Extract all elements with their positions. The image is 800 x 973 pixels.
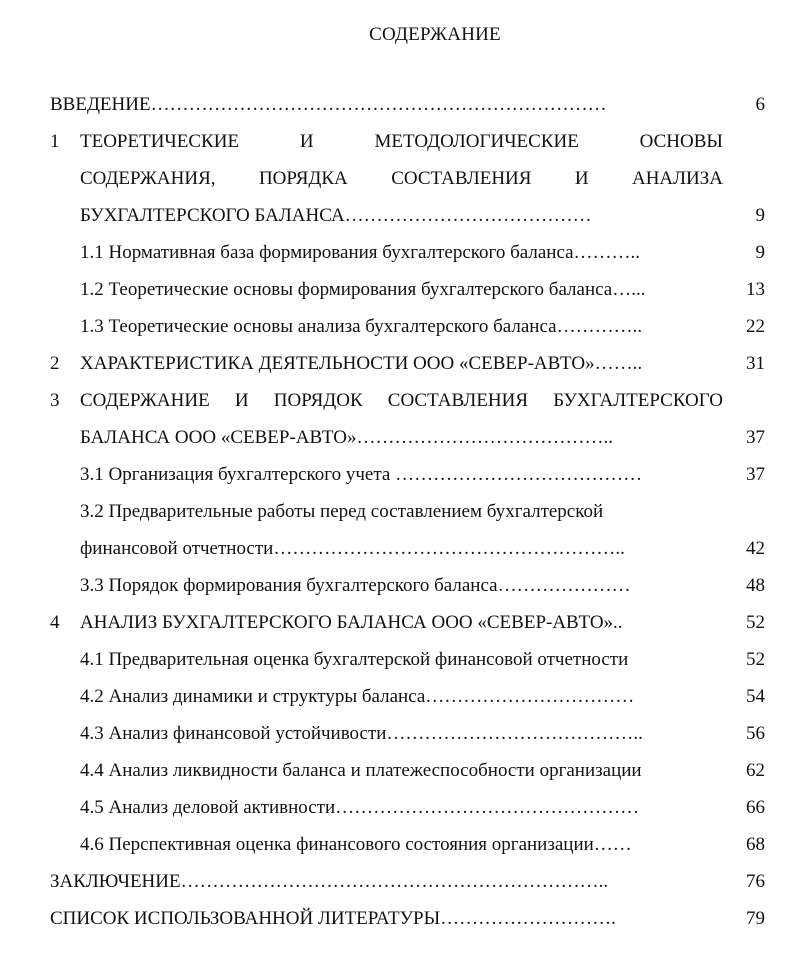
- toc-entry-label: СПИСОК ИСПОЛЬЗОВАННОЙ ЛИТЕРАТУРЫ……………………….: [50, 908, 616, 929]
- toc-page-number: 52: [746, 612, 765, 633]
- toc-entry-section-3-2[interactable]: [50, 493, 765, 567]
- toc-entry-chapter-3[interactable]: [50, 382, 765, 456]
- toc-entry-chapter-2[interactable]: [50, 345, 765, 382]
- page-title: СОДЕРЖАНИЕ: [369, 24, 501, 45]
- toc-page-number: 62: [746, 760, 765, 781]
- toc-entry-label: АНАЛИЗ БУХГАЛТЕРСКОГО БАЛАНСА ООО «СЕВЕР-АВТО»..: [80, 612, 623, 633]
- toc-page-number: 76: [746, 871, 765, 892]
- toc-page-number: 37: [746, 464, 765, 485]
- toc-entry-label-line-2: финансовой отчетности………………………………………………..: [80, 538, 625, 559]
- toc-entry-label: 4.3 Анализ финансовой устойчивости…………………………………..: [80, 723, 643, 744]
- toc-page-number: 52: [746, 649, 765, 670]
- toc-page-number: 6: [755, 94, 765, 115]
- toc-entry-label-line-1: ТЕОРЕТИЧЕСКИЕ И МЕТОДОЛОГИЧЕСКИЕ ОСНОВЫ: [80, 131, 723, 152]
- toc-page-number: 54: [746, 686, 765, 707]
- toc-entry-label: ЗАКЛЮЧЕНИЕ…………………………………………………………..: [50, 871, 609, 892]
- toc-entry-label-line-2: БАЛАНСА ООО «СЕВЕР-АВТО»…………………………………..: [80, 427, 613, 448]
- toc-entry-label: 4.4 Анализ ликвидности баланса и платежеспособности организации: [80, 760, 642, 781]
- toc-chapter-number: 1: [50, 131, 60, 152]
- toc-page-number: 9: [755, 242, 765, 263]
- toc-entry-label: 4.6 Перспективная оценка финансового состояния организации……: [80, 834, 632, 855]
- toc-page-number: 37: [746, 427, 765, 448]
- toc-entry-label-line-1: 3.2 Предварительные работы перед составлением бухгалтерской: [80, 501, 604, 522]
- toc-entry-label: 3.3 Порядок формирования бухгалтерского баланса…………………: [80, 575, 631, 596]
- toc-page-number: 22: [746, 316, 765, 337]
- toc-chapter-number: 4: [50, 612, 60, 633]
- toc-entry-label: 4.2 Анализ динамики и структуры баланса……………………………: [80, 686, 635, 707]
- toc-entry-label: ВВЕДЕНИЕ………………………………………………………………: [50, 94, 607, 115]
- toc-page-number: 13: [746, 279, 765, 300]
- toc-page-number: 68: [746, 834, 765, 855]
- toc-page-number: 79: [746, 908, 765, 929]
- toc-entry-label-line-3: БУХГАЛТЕРСКОГО БАЛАНСА…………………………………: [80, 205, 592, 226]
- toc-entry-label: 3.1 Организация бухгалтерского учета …………………………………: [80, 464, 643, 485]
- toc-page-number: 31: [746, 353, 765, 374]
- toc-chapter-number: 2: [50, 353, 60, 374]
- toc-entry-label: 1.2 Теоретические основы формирования бухгалтерского баланса…...: [80, 279, 646, 300]
- toc-entry-label-line-1: СОДЕРЖАНИЕ И ПОРЯДОК СОСТАВЛЕНИЯ БУХГАЛТЕРСКОГО: [80, 390, 723, 411]
- toc-entry-label: 4.5 Анализ деловой активности…………………………………………: [80, 797, 640, 818]
- toc-entry-label: 1.3 Теоретические основы анализа бухгалтерского баланса…………..: [80, 316, 643, 337]
- toc-page-number: 9: [755, 205, 765, 226]
- toc-entry-label: ХАРАКТЕРИСТИКА ДЕЯТЕЛЬНОСТИ ООО «СЕВЕР-АВТО»……..: [80, 353, 643, 374]
- toc-chapter-number: 3: [50, 390, 60, 411]
- toc-entry-chapter-1[interactable]: [50, 123, 765, 234]
- toc-entry-label: 4.1 Предварительная оценка бухгалтерской финансовой отчетности: [80, 649, 629, 670]
- toc-page-number: 42: [746, 538, 765, 559]
- toc-page-number: 48: [746, 575, 765, 596]
- toc-page-number: 66: [746, 797, 765, 818]
- toc-entry-label: 1.1 Нормативная база формирования бухгалтерского баланса………..: [80, 242, 641, 263]
- toc-entry-label-line-2: СОДЕРЖАНИЯ, ПОРЯДКА СОСТАВЛЕНИЯ И АНАЛИЗА: [80, 168, 723, 189]
- toc-page-number: 56: [746, 723, 765, 744]
- toc-entry-chapter-4[interactable]: [50, 604, 765, 641]
